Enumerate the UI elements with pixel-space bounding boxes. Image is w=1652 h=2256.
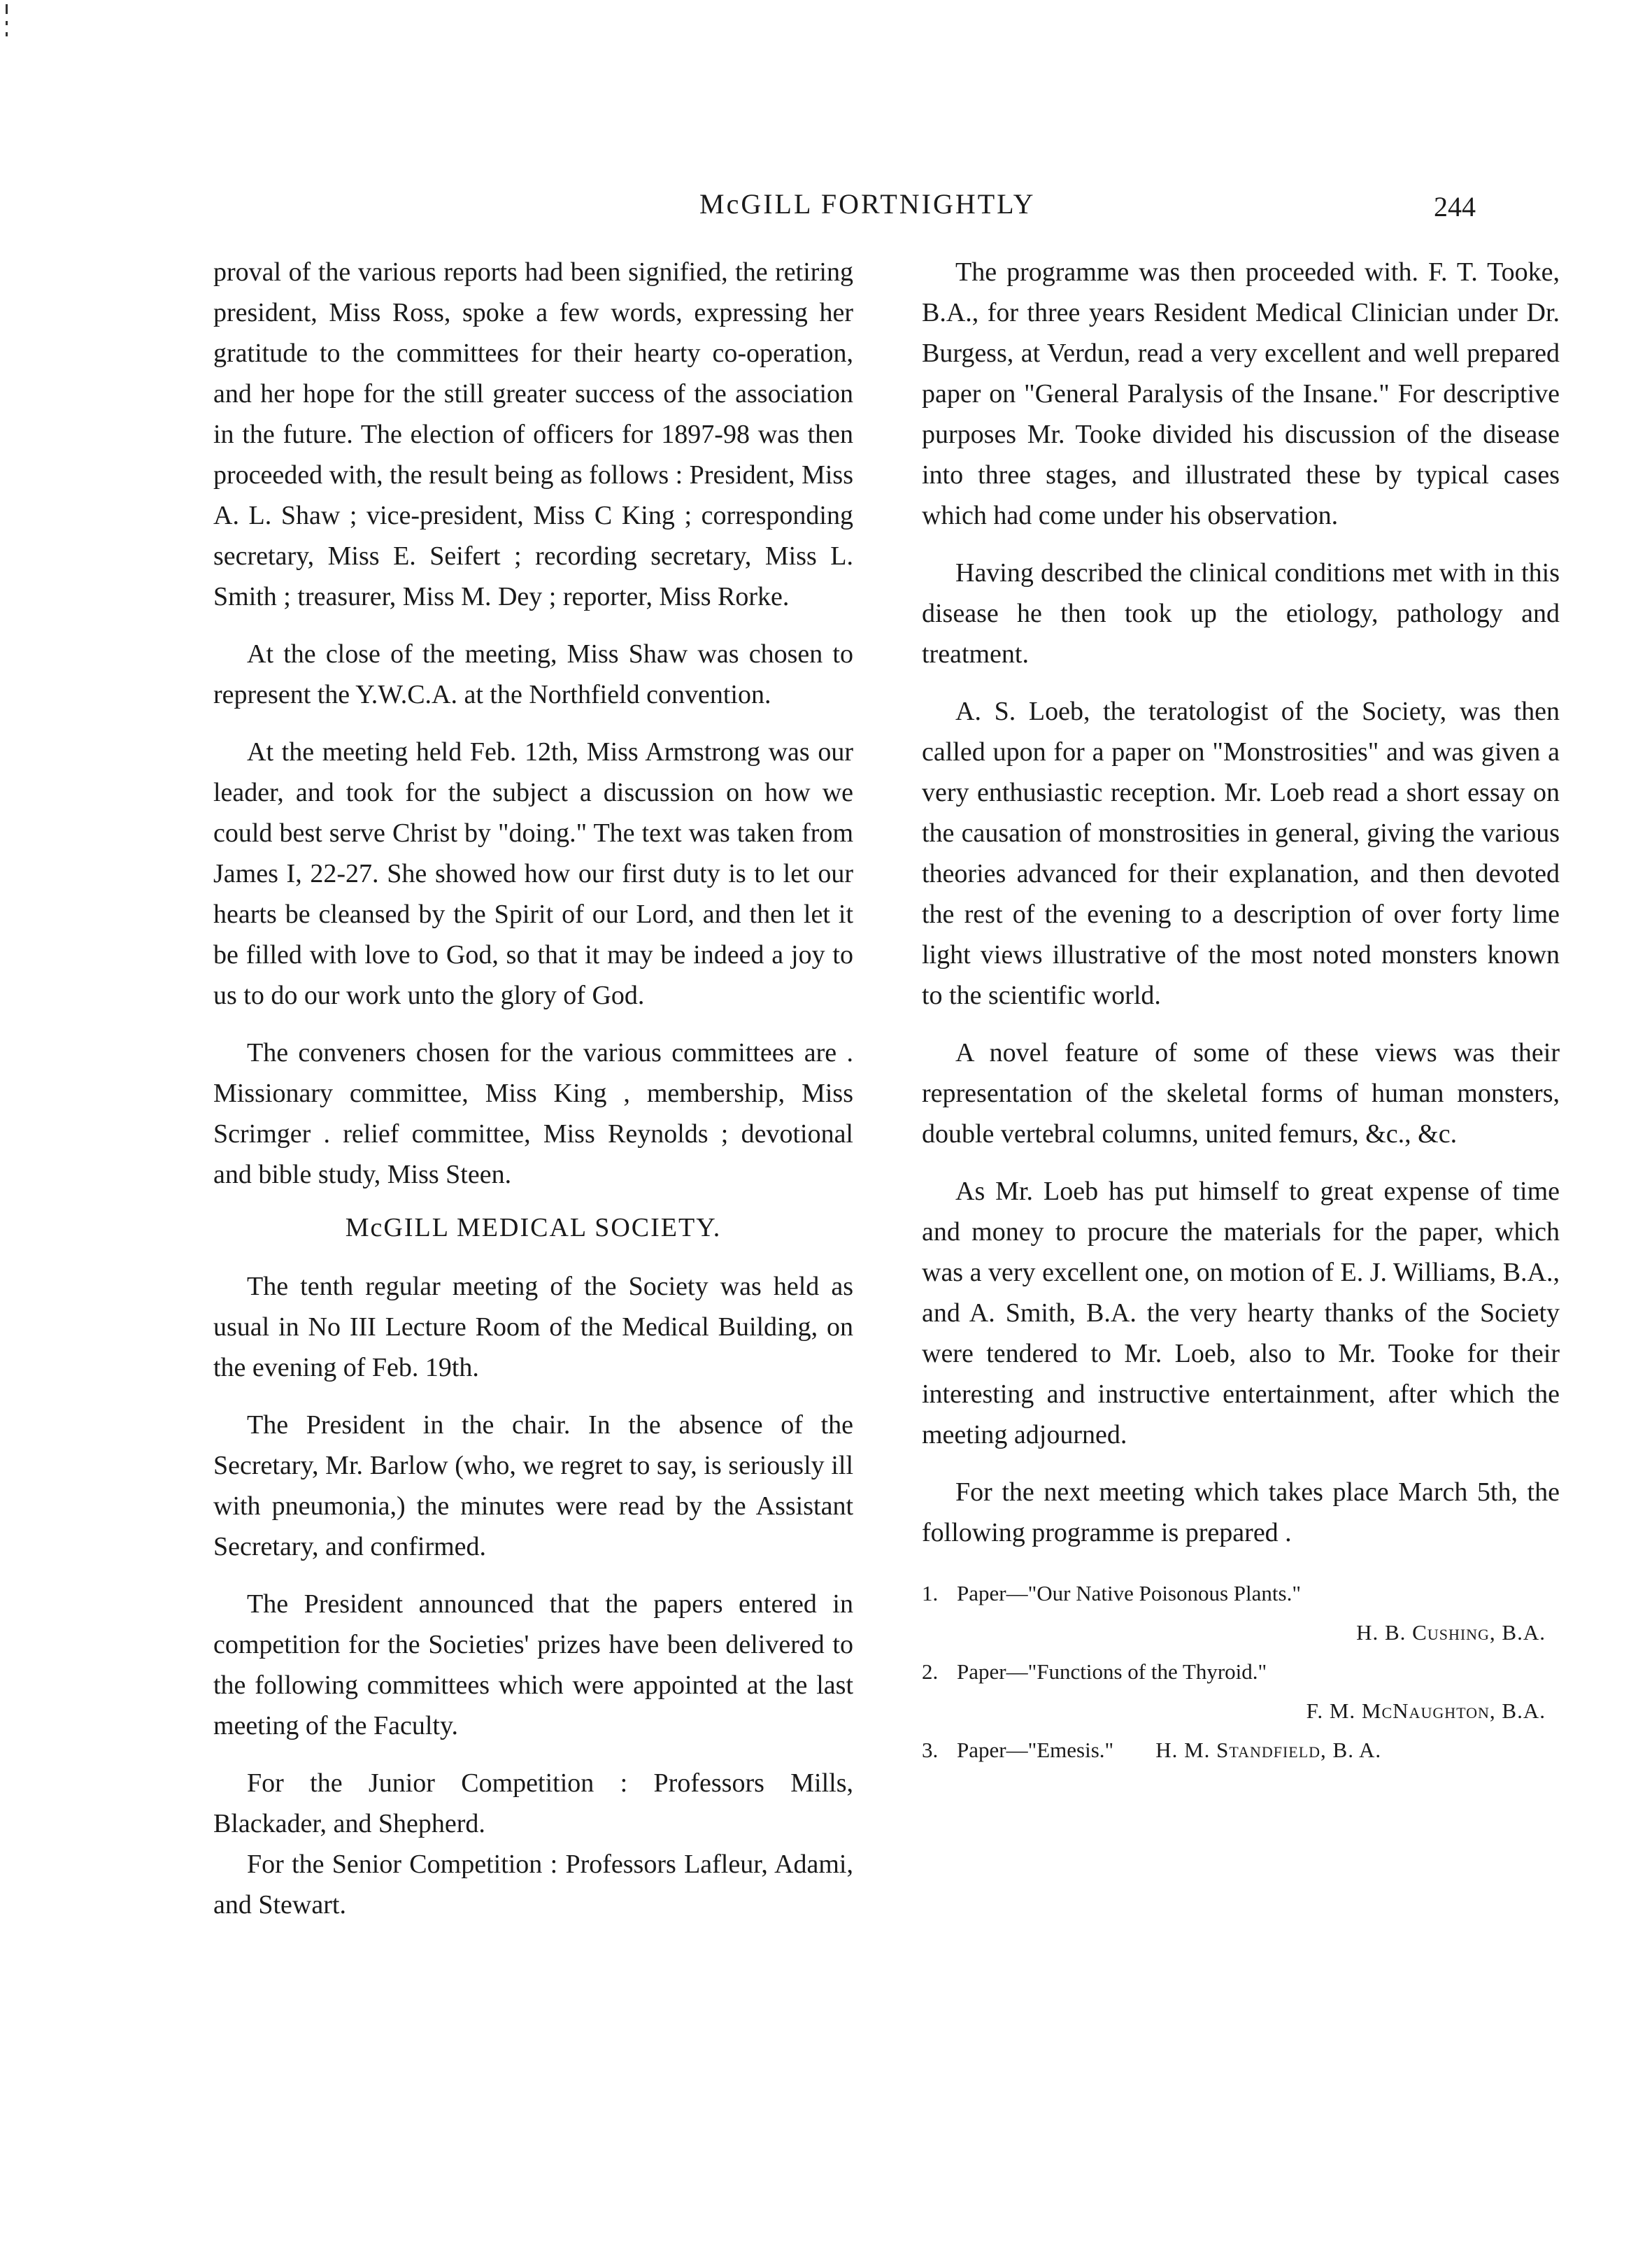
programme-item-author: F. M. McNaughton, B.A.: [1306, 1698, 1546, 1723]
programme-item: [922, 1731, 1560, 1770]
section-heading: McGILL MEDICAL SOCIETY.: [345, 1213, 722, 1242]
paragraph: At the close of the meeting, Miss Shaw was chosen to represent the Y.W.C.A. at the Northfield convention.: [213, 639, 853, 709]
paragraph: The programme was then proceeded with. F. T. Tooke, B.A., for three years Resident Medical Clinician under Dr. Burgess, at Verdun, read a very excellent and well prepared paper on "General Paralysis of the Insane." For descriptive purposes Mr. Tooke divided his discussion of the disease into three stages, and illustrated these by typical cases which had come under his observation.: [922, 257, 1560, 530]
programme-item-number: 3.: [922, 1738, 939, 1762]
programme-item: [922, 1652, 1560, 1691]
right-column: [922, 252, 1560, 1770]
running-header-title: McGILL FORTNIGHTLY: [699, 188, 1036, 220]
paragraph: proval of the various reports had been signified, the retiring president, Miss Ross, spoke a few words, expressing her gratitude to the committees for their hearty co-operation, and her hope for the still greater success of the association in the future. The election of officers for 1897-98 was then proceeded with, the result being as follows : President, Miss A. L. Shaw ; vice-president, Miss C King ; corresponding secretary, Miss E. Seifert ; recording secretary, Miss L. Smith ; treasurer, Miss M. Dey ; reporter, Miss Rorke.: [213, 257, 854, 611]
paragraph: For the Senior Competition : Professors Lafleur, Adami, and Stewart.: [213, 1850, 853, 1920]
programme-item-author: H. M. Standfield, B. A.: [1155, 1738, 1382, 1762]
programme-item: [922, 1574, 1560, 1613]
paragraph: For the next meeting which takes place March 5th, the following programme is prepared .: [922, 1477, 1560, 1547]
left-column: [213, 252, 853, 1925]
paragraph: As Mr. Loeb has put himself to great expense of time and money to procure the materials for the paper, which was a very excellent one, on motion of E. J. Williams, B.A., and A. Smith, B.A. the very hearty thanks of the Society were tendered to Mr. Loeb, also to Mr. Tooke for their interesting and instructive entertainment, after which the meeting adjourned.: [922, 1177, 1560, 1449]
programme-list: [922, 1574, 1560, 1770]
paragraph: The conveners chosen for the various committees are . Missionary committee, Miss King , membership, Miss Scrimger . relief committee, Miss Reynolds ; devotional and bible study, Miss Steen.: [213, 1038, 853, 1189]
paragraph: A. S. Loeb, the teratologist of the Society, was then called upon for a paper on "Monstrosities" and was given a very enthusiastic reception. Mr. Loeb read a short essay on the causation of monstrosities in general, giving the various theories advanced for their explanation, and then devoted the rest of the evening to a description of over forty lime light views illustrative of the most noted monsters known to the scientific world.: [922, 697, 1560, 1010]
programme-item-paper: Paper—"Our Native Poisonous Plants.": [957, 1581, 1302, 1605]
paragraph: The tenth regular meeting of the Society was held as usual in No III Lecture Room of the Medical Building, on the evening of Feb. 19th.: [213, 1272, 853, 1382]
programme-item-number: 2.: [922, 1659, 939, 1684]
programme-item-author: H. B. Cushing, B.A.: [1356, 1620, 1546, 1645]
programme-item-paper: Paper—"Functions of the Thyroid.": [957, 1659, 1267, 1684]
scan-edge-mark: [6, 4, 8, 46]
paragraph: At the meeting held Feb. 12th, Miss Armstrong was our leader, and took for the subject a discussion on how we could best serve Christ by "doing." The text was taken from James I, 22-27. She showed how our first duty is to let our hearts be cleansed by the Spirit of our Lord, and then let it be filled with love to God, so that it may be indeed a joy to us to do our work unto the glory of God.: [213, 737, 853, 1010]
page-number: 244: [1434, 191, 1476, 222]
paragraph: A novel feature of some of these views was their representation of the skeletal forms of human monsters, double vertebral columns, united femurs, &c., &c.: [922, 1038, 1560, 1149]
programme-item-paper: Paper—"Emesis.": [957, 1738, 1114, 1762]
paragraph: The President in the chair. In the absence of the Secretary, Mr. Barlow (who, we regret to say, is seriously ill with pneumonia,) the minutes were read by the Assistant Secretary, and confirmed.: [213, 1410, 853, 1561]
paragraph: The President announced that the papers entered in competition for the Societies' prizes have been delivered to the following committees which were appointed at the last meeting of the Faculty.: [213, 1589, 853, 1740]
paragraph: Having described the clinical conditions met with in this disease he then took up the etiology, pathology and treatment.: [922, 558, 1560, 669]
programme-item-number: 1.: [922, 1581, 939, 1605]
paragraph: For the Junior Competition : Professors Mills, Blackader, and Shepherd.: [213, 1768, 853, 1838]
